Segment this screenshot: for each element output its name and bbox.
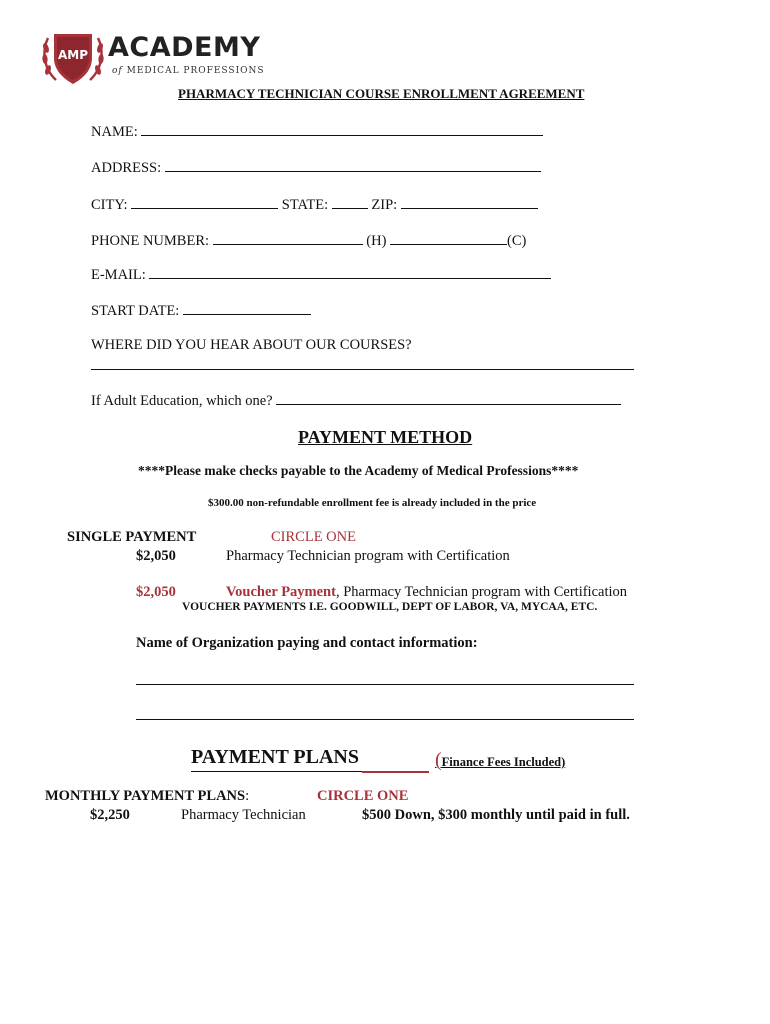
monthly-plans-label: MONTHLY PAYMENT PLANS [45, 788, 246, 804]
address-label: ADDRESS: [91, 160, 162, 176]
hear-about-label: WHERE DID YOU HEAR ABOUT OUR COURSES? [91, 337, 412, 353]
voucher-payment-label: Voucher Payment [226, 584, 336, 600]
city-field[interactable] [131, 194, 278, 209]
name-label: NAME: [91, 124, 138, 140]
home-phone-field[interactable] [213, 230, 363, 245]
state-label: STATE: [281, 197, 329, 213]
email-label: E-MAIL: [91, 267, 146, 283]
start-date-row [91, 300, 311, 320]
start-date-field[interactable] [183, 300, 311, 315]
state-field[interactable] [332, 194, 368, 209]
cell-phone-suffix: (C) [507, 233, 527, 249]
home-phone-suffix: (H) [366, 233, 387, 249]
laurel-shield-icon [40, 28, 106, 88]
single-payment-label: SINGLE PAYMENT [67, 529, 197, 545]
name-row [91, 121, 543, 141]
city-state-zip-row [91, 194, 538, 214]
adult-ed-row [91, 390, 621, 410]
adult-ed-field[interactable] [276, 390, 621, 405]
email-row [91, 264, 551, 284]
city-label: CITY: [91, 197, 128, 213]
option1-price[interactable]: $2,050 [136, 548, 176, 564]
payment-plans-accent-line [362, 771, 429, 773]
organization-label: Name of Organization paying and contact information: [136, 635, 478, 651]
cell-phone-field[interactable] [390, 230, 507, 245]
organization-line-2[interactable] [136, 719, 634, 720]
email-field[interactable] [149, 264, 551, 279]
start-date-label: START DATE: [91, 303, 180, 319]
hear-about-field[interactable] [91, 369, 634, 370]
circle-one-label: CIRCLE ONE [271, 529, 356, 545]
checks-payable-note: ****Please make checks payable to the Academy of Medical Professions**** [138, 463, 579, 478]
voucher-note: VOUCHER PAYMENTS I.E. GOODWILL, DEPT OF LABOR, VA, MYCAA, ETC. [182, 601, 598, 613]
enrollment-fee-note: $300.00 non-refundable enrollment fee is already included in the price [208, 497, 537, 509]
zip-label: ZIP: [371, 197, 398, 213]
monthly-plans-row: MONTHLY PAYMENT PLANS: [45, 788, 250, 804]
plan-program[interactable]: Pharmacy Technician [181, 807, 306, 823]
plan-terms[interactable]: $500 Down, $300 monthly until paid in full. [362, 807, 630, 823]
finance-fees-note: (Finance Fees Included) [435, 749, 566, 771]
name-field[interactable] [141, 121, 543, 136]
option1-description[interactable]: Pharmacy Technician program with Certification [226, 548, 510, 564]
phone-row [91, 230, 526, 250]
adult-ed-label: If Adult Education, which one? [91, 393, 273, 409]
option2-description[interactable]: Voucher Payment, Pharmacy Technician program with Certification [226, 584, 628, 600]
svg-text:AMP: AMP [57, 48, 89, 62]
document-title: PHARMACY TECHNICIAN COURSE ENROLLMENT AGREEMENT [178, 86, 585, 101]
payment-plans-heading: PAYMENT PLANS [191, 746, 359, 768]
zip-field[interactable] [401, 194, 538, 209]
phone-label: PHONE NUMBER: [91, 233, 210, 249]
academy-logo [40, 28, 265, 88]
payment-method-heading: PAYMENT METHOD [298, 427, 473, 447]
plan-price[interactable]: $2,250 [90, 807, 130, 823]
address-field[interactable] [165, 157, 541, 172]
logo-brand: ACADEMY [108, 32, 261, 63]
plans-circle-one-label: CIRCLE ONE [317, 788, 409, 804]
organization-line-1[interactable] [136, 684, 634, 685]
logo-subtitle: of MEDICAL PROFESSIONS [112, 66, 265, 76]
address-row [91, 157, 541, 177]
option2-price[interactable]: $2,050 [136, 584, 176, 600]
